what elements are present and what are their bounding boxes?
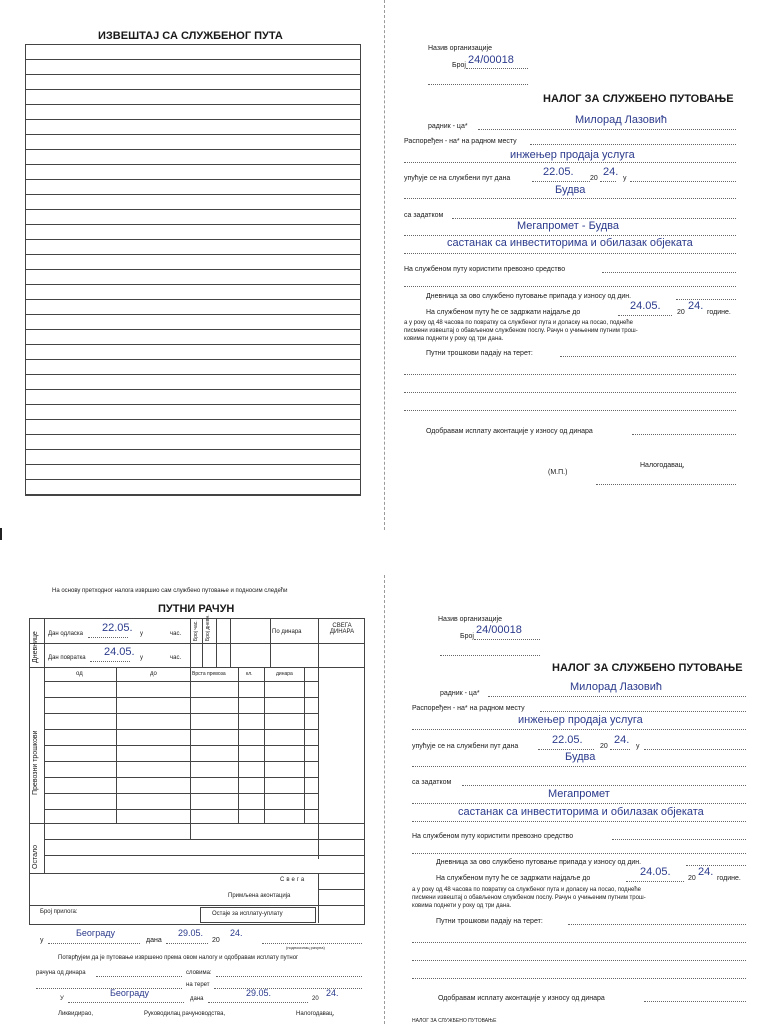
travel-date2-line [208,1002,308,1003]
costs-line-1 [560,356,736,357]
travel-year-prefix: 20 [212,937,220,944]
travel-signature-line [262,943,362,944]
year-value-b[interactable]: 24. [614,734,630,746]
travel-year[interactable]: 24. [230,928,243,938]
costs-line-b4 [412,978,746,979]
depart-date[interactable]: 22.05. [102,622,133,634]
task-line-b2 [412,803,746,804]
charge-line [214,988,362,989]
in-label: у [623,175,627,182]
report-title: ИЗВЕШТАЈ СА СЛУЖБЕНОГ ПУТА [98,30,283,42]
order-title: НАЛОГ ЗА СЛУЖБЕНО ПУТОВАЊЕ [543,93,734,105]
travel-date[interactable]: 29.05. [178,928,204,938]
advance-label-b: Одобравам исплату аконтације у износу од динара [438,995,605,1002]
vline [44,823,45,873]
hline [318,889,364,890]
worker-label: радник - ца* [428,123,468,130]
task-value-b2[interactable]: састанак са инвеститорима и обилазак објеката [458,806,704,818]
report-ruled-area [25,44,361,496]
stay-date-b[interactable]: 24.05. [640,866,671,878]
number-line [466,68,528,69]
travel-in-label: у [40,937,44,944]
accounting-head-label: Руководилац рачуноводства, [144,1011,226,1017]
depart-label: Дан одласка [48,631,84,637]
travel-city2[interactable]: Београду [110,988,149,998]
years-label-b: године. [717,875,741,882]
advance-label: Одобравам исплату аконтације у износу од динара [426,428,593,435]
advance-line-b [644,1001,746,1002]
report-text-b2: писмени извештај о обављеном службеном послу. Рачун о учињеним путним трош- [412,895,646,901]
col-dinars: динара [276,671,293,677]
col-days: Број дневн. [205,614,211,641]
costs-label: Путни трошкови падају на терет: [426,350,533,357]
sent-date-b[interactable]: 22.05. [552,734,583,746]
cut-line-bottom [384,575,385,1024]
costs-line-3 [404,392,736,393]
vline [318,873,319,923]
hline [30,905,364,906]
task-line-b3 [412,821,746,822]
task-value-b1[interactable]: Мегапромет [548,788,610,800]
return-hours: час. [170,655,182,661]
stay-year-prefix: 20 [677,309,685,316]
travel-year2[interactable]: 24. [326,988,339,998]
travel-year-prefix2: 20 [312,996,319,1002]
col-class: кл. [246,671,253,677]
place-line [404,198,736,199]
hline [44,713,318,714]
daily-label: Дневнице [32,631,39,663]
total-label: Свега [280,877,307,883]
hline [44,793,318,794]
travel-intro: На основу претходног налога извршио сам службено путовање и подносим следећи [52,588,288,594]
number-line-b [474,639,540,640]
hline [44,697,318,698]
vline [202,619,203,667]
col-from: од [76,671,83,677]
footer-label-b: НАЛОГ ЗА СЛУЖБЕНО ПУТОВАЊЕ [412,1018,497,1024]
hline [44,839,364,840]
attachments-label: Број прилога: [40,909,78,915]
stay-date-line-b [626,881,684,882]
col-total: СВЕГА ДИНАРА [329,623,355,635]
org-label: Назив организације [428,45,492,52]
hline [44,729,318,730]
sent-date[interactable]: 22.05. [543,166,574,178]
position-label: Распоређен - на* на радном месту [404,138,517,145]
return-line [90,661,130,662]
stay-date-line [618,315,672,316]
year-value[interactable]: 24. [603,166,619,178]
confirm-text: Потврђујем да је путовање извршено према овом налогу и одобравам исплату путног [58,955,299,961]
orderer-label: Налогодавац, [640,462,685,469]
year-line-b [610,749,630,750]
costs-line-2 [404,374,736,375]
org-label-b: Назив организације [438,616,502,623]
sent-date-line [532,181,590,182]
report-text-b1: а у року од 48 часова по повратку са службеног пута и доласку на посао, поднеће [412,887,641,893]
task-label-b: са задатком [412,779,452,786]
costs-line-b3 [412,960,746,961]
worker-value[interactable]: Милорад Лазовић [575,114,668,126]
report-text-1: а у року од 48 часова по повратку са службеног пута и доласку на посао, поднеће [404,320,633,326]
in-line [630,181,736,182]
org-line-b [440,655,540,656]
depart-hours: час. [170,631,182,637]
position-line-1 [530,144,736,145]
stay-year[interactable]: 24. [688,300,704,312]
number-value-b[interactable]: 24/00018 [476,624,522,636]
words-line [216,976,362,977]
position-value-b[interactable]: инжењер продаја услуга [518,714,643,726]
transport-line-b1 [612,839,746,840]
hline [44,777,318,778]
depart-in: у [140,631,143,637]
sent-label-b: упућује се на службени пут дана [412,743,519,750]
in-line-b [644,749,746,750]
return-label: Дан повратка [48,655,86,661]
vline [44,667,45,839]
stay-date[interactable]: 24.05. [630,300,661,312]
travel-city[interactable]: Београду [76,928,115,938]
hline [30,823,364,824]
per-diem-label-b: Дневница за ово службено путовање припада у износу од дин. [436,859,642,866]
hline [44,681,318,682]
place-value-b[interactable]: Будва [565,751,596,763]
col-hours: Број час. [193,620,199,641]
account-label: рачуна од динара [36,970,86,976]
worker-label-b: радник - ца* [440,690,480,697]
stamp-label: (М.П.) [548,469,568,476]
travel-title: ПУТНИ РАЧУН [158,603,235,615]
report-text-3: ковима поднети у року од три дана. [404,336,504,342]
year-line [600,181,616,182]
position-line-2 [404,162,736,163]
charge-line-pre [36,988,182,989]
stay-year-b[interactable]: 24. [698,866,714,878]
remaining-label: Остаје за исплату-уплату [212,911,283,917]
signature-caption: (подносилац рачуна) [286,945,325,950]
costs-line-b2 [412,942,746,943]
number-label: Број [452,62,466,69]
hline [44,745,318,746]
position-label-b: Распоређен - на* на радном месту [412,705,525,712]
task-line-2 [404,235,736,236]
travel-day-label: дана [146,937,162,944]
transport-label: На службеном путу користити превозно средство [404,266,566,273]
worker-line [478,129,736,130]
transport-label-b: На службеном путу користити превозно средство [412,833,574,840]
per-diem-label: Дневница за ово службено путовање припада у износу од дин. [426,293,632,300]
depart-line [88,637,128,638]
hline [44,761,318,762]
cut-line-top [384,0,385,530]
task-label: са задатком [404,212,444,219]
hline [30,667,364,668]
stay-label-b: На службеном путу ће се задржати најдаље до [436,875,591,882]
per-diem-line-b [686,865,746,866]
report-text-2: писмени извештај о обављеном службеном послу. Рачун о учињеним путним трош- [404,328,638,334]
number-value[interactable]: 24/00018 [468,54,514,66]
order-title-b: НАЛОГ ЗА СЛУЖБЕНО ПУТОВАЊЕ [552,662,743,674]
charge-label: на терет [186,982,210,988]
travel-city2-line [68,1002,184,1003]
sent-date-line-b [538,749,594,750]
vline [216,619,217,667]
worker-line-b [488,696,746,697]
hline [44,809,318,810]
travel-day-label2: дана [190,996,204,1002]
hline [30,643,364,644]
report-text-b3: ковима поднети у року од три дана. [412,903,512,909]
org-line [428,84,528,85]
position-line-b1 [540,711,746,712]
return-in: у [140,655,143,661]
orderer-line [596,484,736,485]
transport-costs-label: Превозни трошкови [32,730,39,795]
vline [44,619,45,667]
advance-received: Примљена аконтација [228,893,291,899]
in-label-b: у [636,743,640,750]
year-prefix-b: 20 [600,743,608,750]
travel-date2[interactable]: 29.05. [246,988,272,998]
costs-label-b: Путни трошкови падају на терет: [436,918,543,925]
account-line [96,976,182,977]
crop-mark [0,528,2,540]
costs-line-4 [404,410,736,411]
liquidated-label: Ликвидирао, [58,1011,93,1017]
other-label: Остало [32,844,39,869]
sent-label: упућује се на службени пут дана [404,175,511,182]
travel-date-line [166,943,208,944]
col-per-din: По динара [272,629,302,635]
travel-table [29,614,365,925]
vline [270,619,271,667]
stay-year-prefix-b: 20 [688,875,696,882]
transport-line-b2 [412,853,746,854]
hline [44,855,364,856]
hline [30,873,364,874]
stay-label: На службеном путу ће се задржати најдаље до [426,309,581,316]
task-line-1 [452,218,736,219]
travel-city-line [48,943,140,944]
position-line-b2 [412,729,746,730]
col-transport: Врста превоза [192,671,226,677]
advance-line [632,434,736,435]
task-value-1[interactable]: Мегапромет - Будва [517,220,619,232]
place-line-b [412,766,746,767]
return-date[interactable]: 24.05. [104,646,135,658]
task-line-3 [404,253,736,254]
position-value[interactable]: инжењер продаја услуга [510,149,635,161]
task-line-b1 [462,785,746,786]
years-label: године. [707,309,731,316]
transport-line-1 [602,272,736,273]
words-label: словима: [186,970,212,976]
col-to: до [150,671,157,677]
vline [230,619,231,667]
year-prefix: 20 [590,175,598,182]
orderer-label-2: Налогодавац, [296,1011,335,1017]
place-value[interactable]: Будва [555,184,586,196]
travel-in-label2: У [60,996,64,1002]
costs-line-b1 [568,924,746,925]
task-value-2[interactable]: састанак са инвеститорима и обилазак објеката [447,237,693,249]
per-diem-line [676,299,736,300]
number-label-b: Број [460,633,474,640]
worker-value-b[interactable]: Милорад Лазовић [570,681,663,693]
transport-line-2 [404,286,736,287]
